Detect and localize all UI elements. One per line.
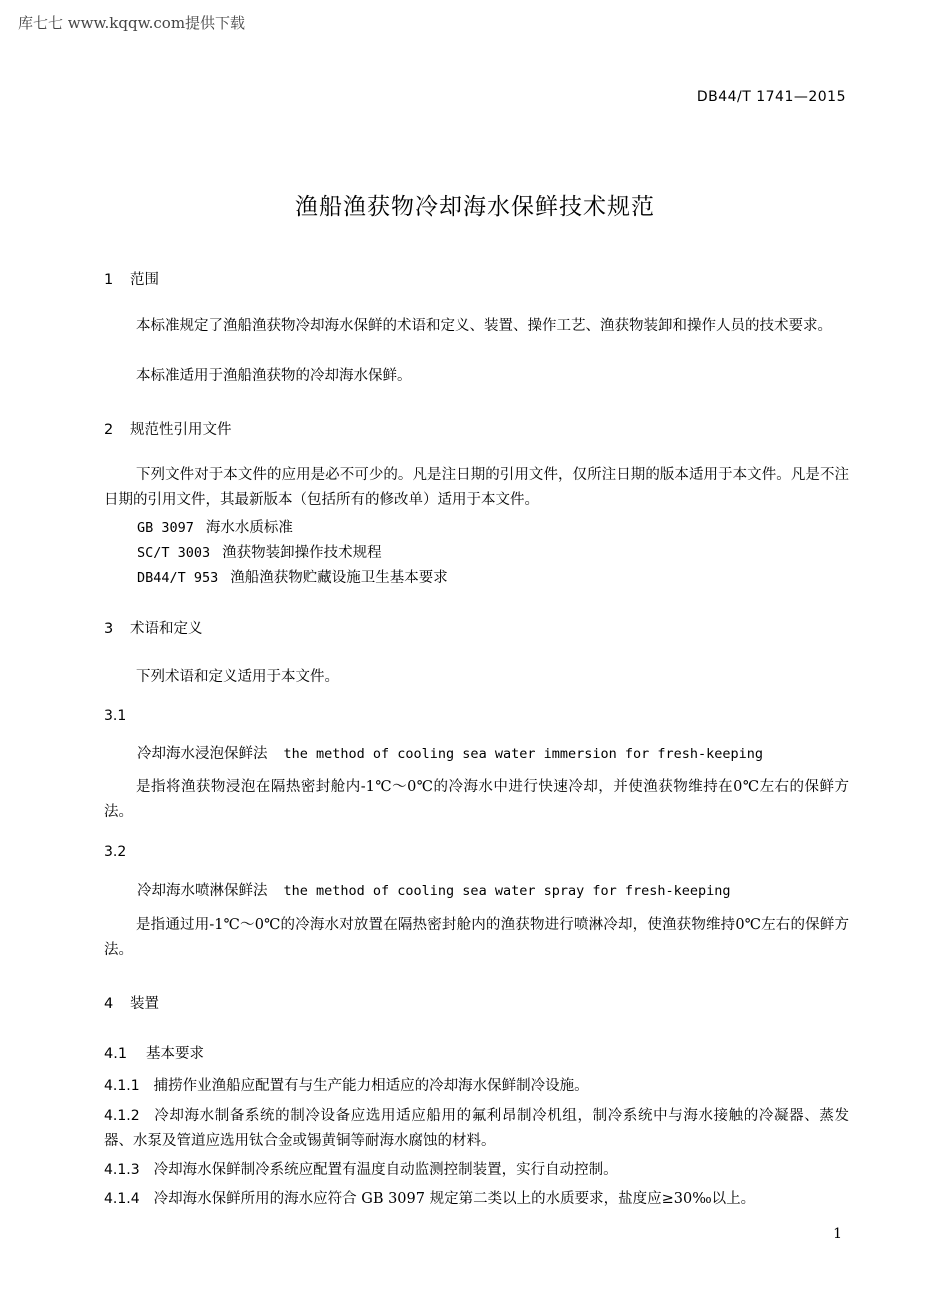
requirement-text: 冷却海水保鲜所用的海水应符合 GB 3097 规定第二类以上的水质要求，盐度应≥30‰以上。 — [153, 1191, 756, 1207]
subsection-title: 基本要求 — [146, 1046, 204, 1062]
requirement-number: 4.1.3 — [104, 1162, 140, 1178]
normative-paragraph: 下列文件对于本文件的应用是必不可少的。凡是注日期的引用文件，仅所注日期的版本适用于本文件。凡是不注日期的引用文件，其最新版本（包括所有的修改单）适用于本文件。 — [104, 467, 849, 508]
section-title: 装置 — [130, 996, 159, 1012]
term-entry — [137, 879, 731, 900]
reference-name: 渔获物装卸操作技术规程 — [222, 545, 382, 561]
requirement-text: 冷却海水制备系统的制冷设备应选用适应船用的氟利昂制冷机组，制冷系统中与海水接触的冷凝器、蒸发器、水泵及管道应选用钛合金或锡黄铜等耐海水腐蚀的材料。 — [104, 1108, 849, 1149]
document-code: DB44/T 1741—2015 — [696, 89, 846, 105]
section-title: 规范性引用文件 — [130, 422, 232, 438]
section-heading-normative — [104, 418, 232, 439]
term-english: the method of cooling sea water spray for fresh-keeping — [283, 883, 731, 899]
subsection-heading — [104, 1042, 204, 1063]
section-number: 3 — [104, 621, 114, 637]
reference-code: DB44/T 953 — [137, 570, 219, 586]
requirement-number: 4.1.2 — [104, 1108, 140, 1124]
requirement-item — [104, 1074, 849, 1099]
requirement-item — [104, 1104, 849, 1154]
reference-name: 渔船渔获物贮藏设施卫生基本要求 — [230, 570, 448, 586]
requirement-number: 4.1.1 — [104, 1078, 140, 1094]
reference-code: SC/T 3003 — [137, 545, 211, 561]
section-title: 术语和定义 — [130, 621, 203, 637]
reference-code: GB 3097 — [137, 520, 194, 536]
requirement-text: 捕捞作业渔船应配置有与生产能力相适应的冷却海水保鲜制冷设施。 — [153, 1078, 589, 1094]
page-number: 1 — [833, 1226, 842, 1242]
term-definition: 是指将渔获物浸泡在隔热密封舱内-1℃～0℃的冷海水中进行快速冷却，并使渔获物维持在0℃左右的保鲜方法。 — [104, 779, 849, 820]
section-heading-terms — [104, 617, 203, 638]
requirement-number: 4.1.4 — [104, 1191, 140, 1207]
subsection-number: 4.1 — [104, 1046, 128, 1062]
term-chinese: 冷却海水浸泡保鲜法 — [137, 746, 268, 762]
section-heading-scope — [104, 268, 159, 289]
term-number: 3.2 — [104, 844, 127, 860]
document-title: 渔船渔获物冷却海水保鲜技术规范 — [295, 194, 655, 220]
section-number: 4 — [104, 996, 114, 1012]
scope-paragraph-1: 本标准规定了渔船渔获物冷却海水保鲜的术语和定义、装置、操作工艺、渔获物装卸和操作人员的技术要求。 — [136, 318, 832, 334]
scope-paragraph-2: 本标准适用于渔船渔获物的冷却海水保鲜。 — [136, 368, 412, 384]
reference-item — [137, 541, 382, 562]
term-entry — [137, 742, 763, 763]
reference-item — [137, 516, 293, 537]
section-heading-device — [104, 992, 159, 1013]
requirement-item — [104, 1158, 849, 1183]
term-number: 3.1 — [104, 708, 127, 724]
watermark-text: 库七七 www.kqqw.com提供下载 — [18, 14, 246, 32]
term-definition: 是指通过用-1℃～0℃的冷海水对放置在隔热密封舱内的渔获物进行喷淋冷却，使渔获物维持0℃左右的保鲜方法。 — [104, 917, 849, 958]
section-number: 2 — [104, 422, 114, 438]
section-title: 范围 — [130, 272, 159, 288]
term-english: the method of cooling sea water immersion for fresh-keeping — [283, 746, 764, 762]
section-number: 1 — [104, 272, 114, 288]
term-chinese: 冷却海水喷淋保鲜法 — [137, 883, 268, 899]
requirement-item — [104, 1187, 849, 1212]
requirement-text: 冷却海水保鲜制冷系统应配置有温度自动监测控制装置，实行自动控制。 — [153, 1162, 618, 1178]
reference-name: 海水水质标准 — [205, 520, 293, 536]
reference-item — [137, 566, 448, 587]
terms-intro: 下列术语和定义适用于本文件。 — [136, 669, 339, 685]
